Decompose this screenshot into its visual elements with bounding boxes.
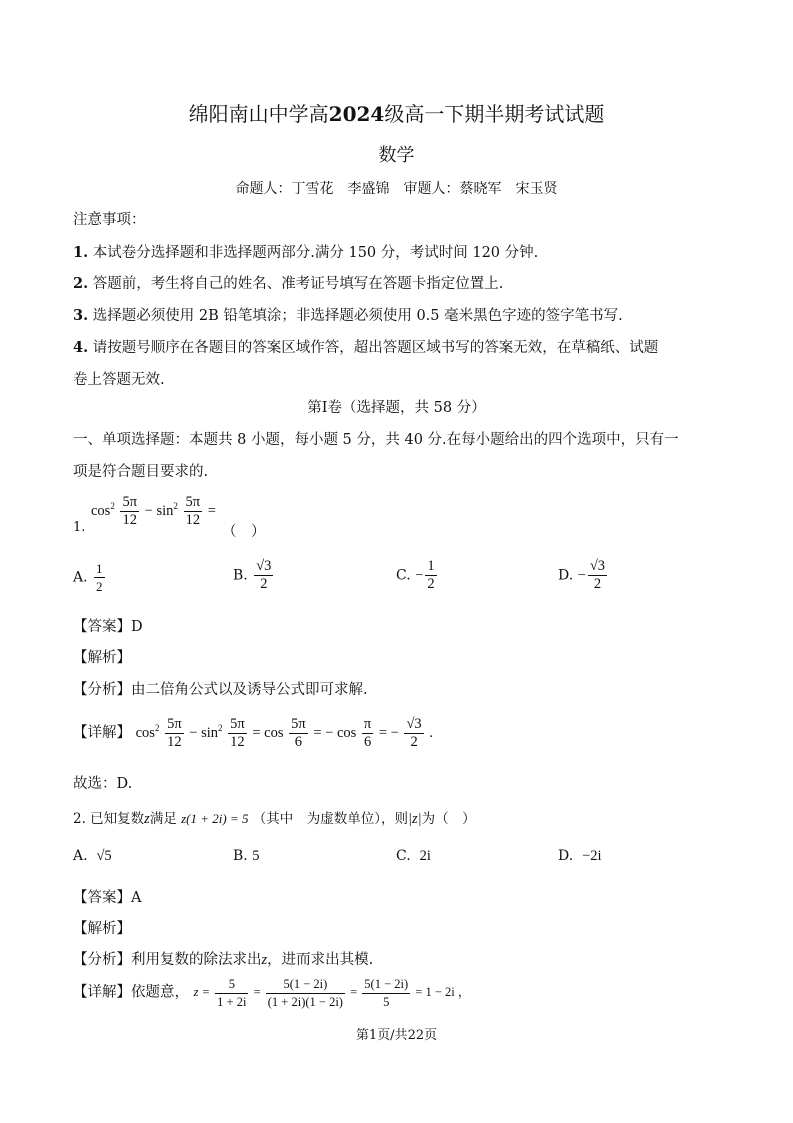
subject-title: 数学 bbox=[378, 145, 415, 166]
q2-answer: 【答案】A bbox=[73, 890, 142, 906]
q1-analysis-tag: 【解析】 bbox=[73, 650, 131, 666]
note-item-1: 1. 本试卷分选择题和非选择题两部分.满分 150 分，考试时间 120 分钟. bbox=[73, 244, 539, 261]
note-item-2: 2. 答题前，考生将自己的姓名、准考证号填写在答题卡指定位置上. bbox=[73, 275, 504, 292]
q2-detail: 【详解】依题意， z = $\frac{5}{1 + 2i}$ = $\frac{5(1 - 2i)}{(1 + 2i)(1 - 2i)}$ = $\frac{5(1 - 2i)}{5}$ = 1 − 2i ， bbox=[73, 977, 471, 1009]
q1-frac-2: $\frac{5\pi}{12}$ bbox=[185, 494, 201, 528]
q2-stem: 2. 已知复数z满足 z(1 + 2i) = 5 （其中 为虚数单位），则|z|为（ ） bbox=[73, 811, 476, 827]
q1-option-c: C. − $\frac{1}{2}$ bbox=[396, 558, 435, 592]
q1-option-d: D. − $\frac{√3}{2}$ bbox=[558, 558, 606, 592]
q1-option-a: A. $\frac{1}{2}$ bbox=[73, 561, 103, 594]
exam-title bbox=[0, 98, 793, 127]
q2-option-b: B. 5 bbox=[233, 848, 260, 864]
q1-frac-1: $\frac{5\pi}{12}$ bbox=[122, 494, 138, 528]
q1-detail: 【详解】 $\cos^2$ $\frac{5\pi}{12}$ − $\sin^2$ $\frac{5\pi}{12}$ = cos $\frac{5\pi}{6}$ = − cos $\frac{\pi}{6}$ = − $\frac{√3}{2}$ . bbox=[73, 716, 433, 750]
note-item-4: 4. 请按题号顺序在各题目的答案区域作答，超出答题区域书写的答案无效，在草稿纸、试题 bbox=[73, 339, 659, 356]
authors-line: 命题人：丁雪花 李盛锦 审题人：蔡晓军 宋玉贤 bbox=[235, 181, 558, 197]
q2-option-a: A. √5 bbox=[73, 848, 112, 864]
q1-number: 1. bbox=[73, 520, 86, 535]
q1-option-b: B. $\frac{√3}{2}$ bbox=[233, 558, 272, 592]
q1-paren: （ ） bbox=[222, 524, 266, 540]
q1-expression: $\cos^2$ $\frac{5\pi}{12}$ − $\sin^2$ $\frac{5\pi}{12}$ = bbox=[91, 494, 216, 528]
title-year: 2024 bbox=[328, 102, 385, 126]
notes-heading: 注意事项： bbox=[73, 212, 146, 228]
q2-analysis-tag: 【解析】 bbox=[73, 921, 131, 937]
part1-instructions-cont: 项是符合题目要求的. bbox=[73, 464, 209, 480]
part1-instructions: 一、单项选择题：本题共 8 小题，每小题 5 分，共 40 分.在每小题给出的四个选项中，只有一 bbox=[73, 432, 679, 448]
title-part-b: 级高一下期半期考试试题 bbox=[384, 102, 605, 126]
q1-answer: 【答案】D bbox=[73, 619, 143, 635]
note-item-4-cont: 卷上答题无效. bbox=[73, 372, 165, 388]
page-footer: 第1页/共22页 bbox=[355, 1028, 438, 1043]
section-title: 第Ⅰ卷（选择题，共 58 分） bbox=[307, 400, 486, 416]
q1-conclusion: 故选：D. bbox=[73, 776, 133, 792]
note-item-3: 3. 选择题必须使用 2B 铅笔填涂；非选择题必须使用 0.5 毫米黑色字迹的签字笔书写. bbox=[73, 307, 623, 324]
q2-option-c: C. 2i bbox=[396, 848, 431, 864]
q1-fenxi: 【分析】由二倍角公式以及诱导公式即可求解. bbox=[73, 682, 368, 698]
q2-option-d: D. −2i bbox=[558, 848, 602, 864]
q2-fenxi: 【分析】利用复数的除法求出z，进而求出其模. bbox=[73, 952, 374, 968]
title-part-a: 绵阳南山中学高 bbox=[188, 102, 329, 126]
